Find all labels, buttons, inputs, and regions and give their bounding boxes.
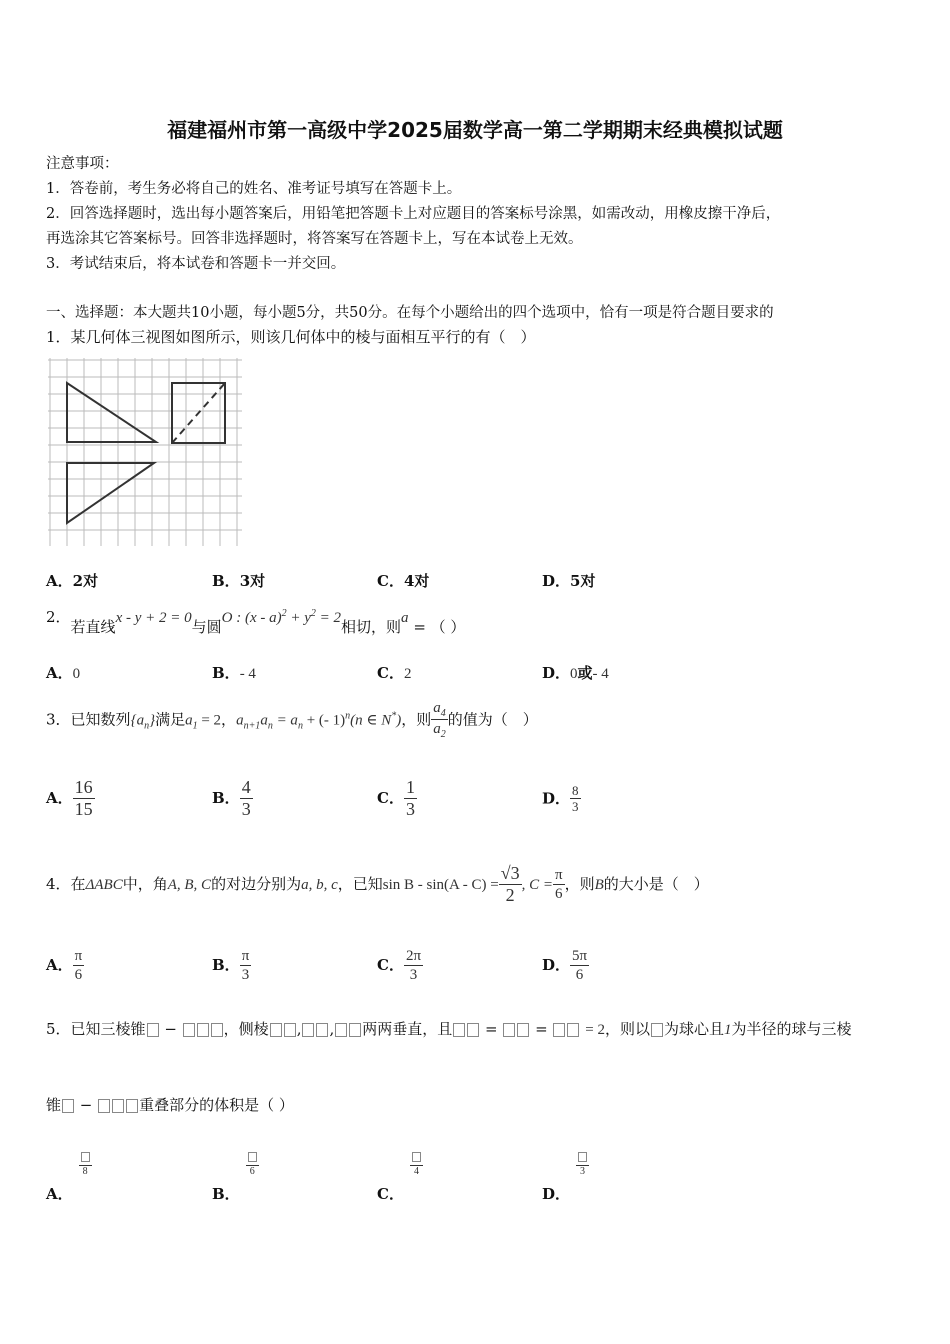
notice-item-2-cont: 再选涂其它答案标号。回答非选择题时，将答案写在答题卡上，写在本试卷上无效。 [46,231,583,247]
page-title: 福建福州市第一高级中学2025届数学高一第二学期期末经典模拟试题 [167,118,783,142]
q2-option-b[interactable]: B．- 4 [212,664,256,682]
question-4-stem: 4．在ΔABC中，角A, B, C的对边分别为a, b, c，已知sin B - sin(A - C) = $\frac{√3}{2}$ , C = $\frac{\pi}{6}$ ，则B的大小是（ ） [46,863,709,905]
q1-option-d[interactable]: D．5对 [542,572,596,590]
question-1-stem: 1．某几何体三视图如图所示，则该几何体中的棱与面相互平行的有（ ） [46,328,536,346]
q5-option-b[interactable]: B． 6 [212,1152,259,1178]
question-2-stem: 2．若直线x - y + 2 = 0与圆O : $(x - a)^2 + y^2 = 2$相切，则a = （ ） [46,608,466,636]
q3-option-c[interactable]: C． $\frac{1}{3}$ [377,777,415,819]
q4-option-d[interactable]: D． $\frac{5\pi}{6}$ [542,948,588,983]
question-5-stem-cont: 锥 − 重叠部分的体积是（ ） [46,1096,294,1114]
q5-option-d[interactable]: D． 3 [542,1152,589,1178]
q3-option-a[interactable]: A． $\frac{16}{15}$ [46,777,93,819]
q4-option-a[interactable]: A． $\frac{\pi}{6}$ [46,948,83,983]
section-heading: 一、选择题：本大题共10小题，每小题5分，共50分。在每个小题给出的四个选项中，恰有一项是符合题目要求的 [46,305,774,321]
question-3-stem: 3．已知数列$\{a_n\}$满足$a_1 = 2$，$a_{n+1}a_n = a_n$ + (- 1)$^n$(n ∈ N*)，则 $\frac{a_4}{a_2}$ 的值为（ ） [46,700,538,740]
q3-option-d[interactable]: D． $\frac{8}{3}$ [542,783,579,815]
q5-option-c[interactable]: C． 4 [377,1152,423,1178]
q1-option-c[interactable]: C．4对 [377,572,430,590]
notice-item-3: 3．考试结束后，将本试卷和答题卡一并交回。 [46,256,346,272]
notice-heading: 注意事项： [46,156,119,172]
q2-option-c[interactable]: C．2 [377,664,412,682]
q2-option-a[interactable]: A．0 [46,664,81,682]
notice-item-1: 1．答卷前，考生务必将自己的姓名、准考证号填写在答题卡上。 [46,181,462,197]
notice-item-2: 2．回答选择题时，选出每小题答案后，用铅笔把答题卡上对应题目的答案标号涂黑，如需改动，用橡皮擦干净后， [46,206,781,222]
q4-option-c[interactable]: C． $\frac{2\pi}{3}$ [377,948,422,983]
q1-option-b[interactable]: B．3对 [212,572,266,590]
q2-option-d[interactable]: D．0或- 4 [542,664,609,682]
q1-option-a[interactable]: A．2对 [46,572,99,590]
q5-option-a[interactable]: A． 8 [46,1152,92,1178]
three-view-figure [48,358,244,548]
q3-option-b[interactable]: B． $\frac{4}{3}$ [212,777,251,819]
question-5-stem: 5．已知三棱锥 − ，侧棱 , , 两两垂直，且 = = = 2，则以 为球心且1为半径的球与三棱 [46,1020,852,1038]
q4-option-b[interactable]: B． $\frac{\pi}{3}$ [212,948,250,983]
